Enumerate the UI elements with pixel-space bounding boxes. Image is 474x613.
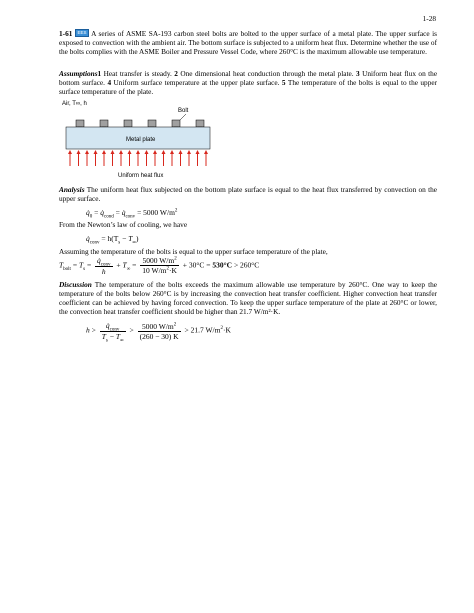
heat-flux-arrow: [153, 150, 157, 166]
heat-flux-arrow: [170, 150, 174, 166]
heat-flux-arrow: [162, 150, 166, 166]
assumption-5-number: 5: [281, 78, 286, 87]
equation-newton: $q̇_{conv} = h(T_s - T_\infty)$: [86, 234, 139, 246]
discussion: [59, 280, 437, 316]
assumptions: [59, 69, 437, 96]
plate-label: Metal plate: [126, 137, 156, 143]
eq3-result: 530°C: [212, 260, 233, 270]
eq4-tail: > 21.7 W/m: [184, 325, 221, 335]
analysis-text: The uniform heat flux subjected on the bottom plate surface is equal to the heat flux transferred by convection on the upper surface.: [59, 185, 437, 203]
assumption-4: Uniform surface temperature at the upper plate surface.: [113, 78, 280, 87]
heat-flux-arrow: [136, 150, 140, 166]
equation-heat-flux: $q̇_0$ = $q̇_{cond}$ = $q̇_{conv} = 5000$ $W/m^2$: [86, 208, 178, 220]
heat-flux-arrow: [94, 150, 98, 166]
assumption-2-number: 2: [174, 69, 178, 78]
assume-text: Assuming the temperature of the bolts is equal to the upper surface temperature of the plate,: [59, 247, 328, 256]
eq3-num: 5000 W/m: [142, 256, 175, 266]
assumption-4-number: 4: [107, 78, 112, 87]
bolt-plate-figure: [60, 98, 220, 180]
newton-text: From the Newton’s law of cooling, we have: [59, 220, 188, 229]
heat-flux-arrow: [85, 150, 89, 166]
assumption-1: Heat transfer is steady.: [103, 69, 172, 78]
heat-flux-arrow: [68, 150, 72, 166]
problem-number: 1-61: [59, 29, 73, 38]
problem-text: A series of ASME SA-193 carbon steel bolts are bolted to the upper surface of a metal plate. The upper surface is exposed to convection with the ambient air. The bottom surface is subjected to a uniform heat flux. Determine whether the use of the bolts complies with the ASME Boiler and Pressure Vessel Code, where 260°C is the maximum allowable use temperature.: [59, 29, 438, 56]
equation-h-minimum: h > $\frac{q̇_{conv}}{T_s - T_\infty}$ > $\frac{5000 W/m^2}{(260 - 30) K}$ > 21.7 $W/m^2\cdot K$: [86, 321, 231, 343]
assumption-1-number: 1: [97, 69, 102, 78]
flux-label: Uniform heat flux: [118, 173, 164, 179]
eq1-rhs: = 5000 W/m: [137, 208, 175, 217]
assumption-5: The temperature of the bolts is equal to the upper surface temperature of the plate.: [59, 78, 438, 96]
bolt-label: Bolt: [178, 108, 189, 114]
eq4-unit: ·K: [222, 325, 231, 335]
eq3-tail2: > 260°C: [232, 260, 260, 270]
eq4-num: 5000 W/m: [141, 321, 174, 331]
heat-flux-arrow: [128, 150, 132, 166]
eq3-den-unit: ·K: [169, 266, 177, 276]
discussion-text: The temperature of the bolts exceeds the maximum allowable use temperature by 260°C. One way to keep the temperature of the bolts below 260°C is by increasing the convection heat transfer coefficient. Higher convection heat transfer coefficient can be achieved by having forced convection. To keep the upper surface temperature of the plate at 260°C or lower, the convection heat transfer coefficient should be higher than 21.7 W/m²·K.: [59, 280, 437, 316]
analysis-intro: [59, 185, 437, 203]
heat-flux-arrows: [68, 150, 208, 166]
eq3-tail1: + 30°C =: [182, 260, 213, 270]
heat-flux-arrow: [179, 150, 183, 166]
heat-flux-arrow: [102, 150, 106, 166]
eq2-rhs: = h(T: [101, 234, 119, 243]
heat-flux-arrow: [204, 150, 208, 166]
assumption-2: One dimensional heat conduction through the metal plate.: [180, 69, 354, 78]
heat-flux-arrow: [196, 150, 200, 166]
heat-flux-arrow: [111, 150, 115, 166]
problem-statement: [59, 29, 437, 56]
heat-flux-arrow: [145, 150, 149, 166]
heat-flux-arrow: [187, 150, 191, 166]
eq3-den: 10 W/m: [142, 266, 167, 276]
assumptions-label: Assumptions: [59, 69, 98, 78]
assumption-3-number: 3: [356, 69, 360, 78]
eq4-den: (260 − 30) K: [139, 331, 179, 341]
assumption-3: Uniform heat flux on the bottom surface.: [59, 69, 438, 87]
analysis-label: Analysis: [59, 185, 85, 194]
heat-flux-arrow: [77, 150, 81, 166]
equation-bolt-temperature: $T_{bolt} = T_s$ = $\frac{q̇_{conv}}{h}$ + $T_\infty$ = $\frac{5000 W/m^2}{10 W/m^2\cdot K}$ + 30°C = 530°C > 260°C: [59, 256, 260, 276]
discussion-label: Discussion: [59, 280, 92, 289]
heat-flux-arrow: [119, 150, 123, 166]
ees-icon[interactable]: EES: [75, 29, 89, 37]
air-label: Air, T∞, h: [62, 101, 87, 107]
page-number: 1-28: [422, 14, 436, 23]
